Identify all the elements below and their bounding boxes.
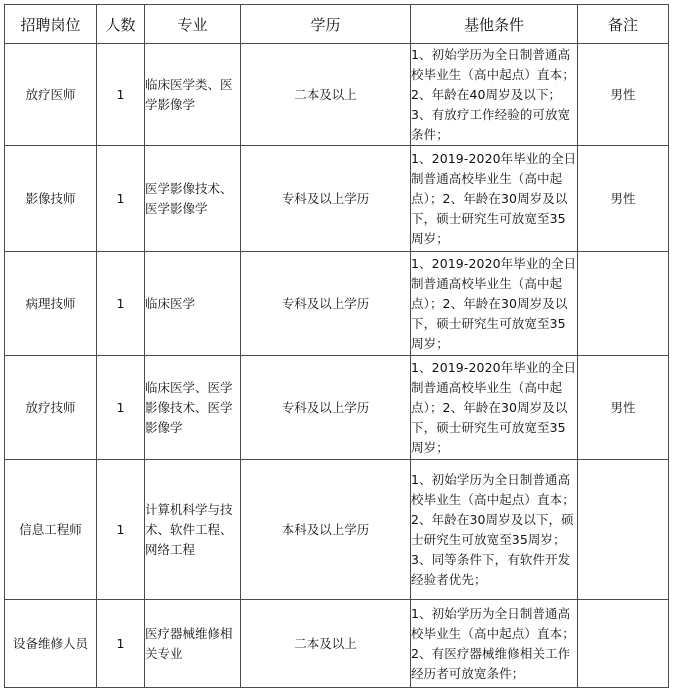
cell-conditions bbox=[411, 44, 578, 146]
cell-conditions bbox=[411, 356, 578, 460]
cell-major bbox=[145, 356, 241, 460]
cell-position: 病理技师 bbox=[5, 252, 97, 356]
cell-major bbox=[145, 146, 241, 252]
cell-remark: 男性 bbox=[578, 44, 669, 146]
cell-conditions bbox=[411, 252, 578, 356]
cell-position: 放疗技师 bbox=[5, 356, 97, 460]
cell-conditions bbox=[411, 460, 578, 600]
header-position: 招聘岗位 bbox=[5, 5, 97, 44]
conditions-text: 1、2019-2020年毕业的全日制普通高校毕业生（高中起点）；2、年龄在30周岁及以下，硕士研究生可放宽至35周岁； bbox=[411, 150, 577, 246]
major-text: 医学影像技术、医学影像学 bbox=[145, 180, 233, 216]
table-row bbox=[5, 252, 669, 356]
header-count: 人数 bbox=[97, 5, 145, 44]
major-text: 临床医学、医学影像技术、医学影像学 bbox=[145, 379, 233, 435]
cell-count: 1 bbox=[97, 252, 145, 356]
table-row bbox=[5, 600, 669, 688]
table-row bbox=[5, 356, 669, 460]
cell-position: 设备维修人员 bbox=[5, 600, 97, 688]
cell-count: 1 bbox=[97, 356, 145, 460]
cell-education: 专科及以上学历 bbox=[241, 252, 411, 356]
cell-count: 1 bbox=[97, 460, 145, 600]
conditions-text: 1、初始学历为全日制普通高校毕业生（高中起点）直本；2、有医疗器械维修相关工作经历者可放宽条件； bbox=[411, 605, 575, 681]
conditions-text: 1、2019-2020年毕业的全日制普通高校毕业生（高中起点）；2、年龄在30周岁及以下，硕士研究生可放宽至35周岁； bbox=[411, 359, 577, 455]
cell-remark bbox=[578, 600, 669, 688]
major-text: 计算机科学与技术、软件工程、网络工程 bbox=[145, 501, 233, 557]
header-remark: 备注 bbox=[578, 5, 669, 44]
cell-position: 放疗医师 bbox=[5, 44, 97, 146]
header-conditions: 基他条件 bbox=[411, 5, 578, 44]
header-major: 专业 bbox=[145, 5, 241, 44]
cell-remark: 男性 bbox=[578, 356, 669, 460]
cell-count: 1 bbox=[97, 600, 145, 688]
cell-major bbox=[145, 600, 241, 688]
conditions-text: 1、初始学历为全日制普通高校毕业生（高中起点）直本；2、年龄在30周岁及以下，硕士研究生可放宽至35周岁；3、同等条件下，有软件开发经验者优先； bbox=[411, 471, 575, 587]
cell-conditions bbox=[411, 600, 578, 688]
cell-education: 二本及以上 bbox=[241, 600, 411, 688]
cell-position: 影像技师 bbox=[5, 146, 97, 252]
recruitment-table-wrapper bbox=[4, 4, 669, 688]
cell-education: 本科及以上学历 bbox=[241, 460, 411, 600]
cell-remark bbox=[578, 460, 669, 600]
conditions-text: 1、初始学历为全日制普通高校毕业生（高中起点）直本；2、年龄在40周岁及以下；3、有放疗工作经验的可放宽条件； bbox=[411, 46, 575, 142]
table-row bbox=[5, 146, 669, 252]
cell-education: 二本及以上 bbox=[241, 44, 411, 146]
cell-remark: 男性 bbox=[578, 146, 669, 252]
recruitment-table bbox=[4, 4, 669, 688]
cell-education: 专科及以上学历 bbox=[241, 356, 411, 460]
conditions-text: 1、2019-2020年毕业的全日制普通高校毕业生（高中起点）；2、年龄在30周岁及以下，硕士研究生可放宽至35周岁； bbox=[411, 255, 577, 351]
major-text: 临床医学 bbox=[145, 295, 196, 311]
cell-position: 信息工程师 bbox=[5, 460, 97, 600]
cell-remark bbox=[578, 252, 669, 356]
cell-major bbox=[145, 44, 241, 146]
table-header-row bbox=[5, 5, 669, 44]
header-education: 学历 bbox=[241, 5, 411, 44]
cell-count: 1 bbox=[97, 44, 145, 146]
cell-education: 专科及以上学历 bbox=[241, 146, 411, 252]
major-text: 医疗器械维修相关专业 bbox=[145, 625, 233, 661]
cell-major bbox=[145, 252, 241, 356]
cell-conditions bbox=[411, 146, 578, 252]
table-row bbox=[5, 460, 669, 600]
table-row bbox=[5, 44, 669, 146]
cell-major bbox=[145, 460, 241, 600]
major-text: 临床医学类、医学影像学 bbox=[145, 76, 233, 112]
cell-count: 1 bbox=[97, 146, 145, 252]
